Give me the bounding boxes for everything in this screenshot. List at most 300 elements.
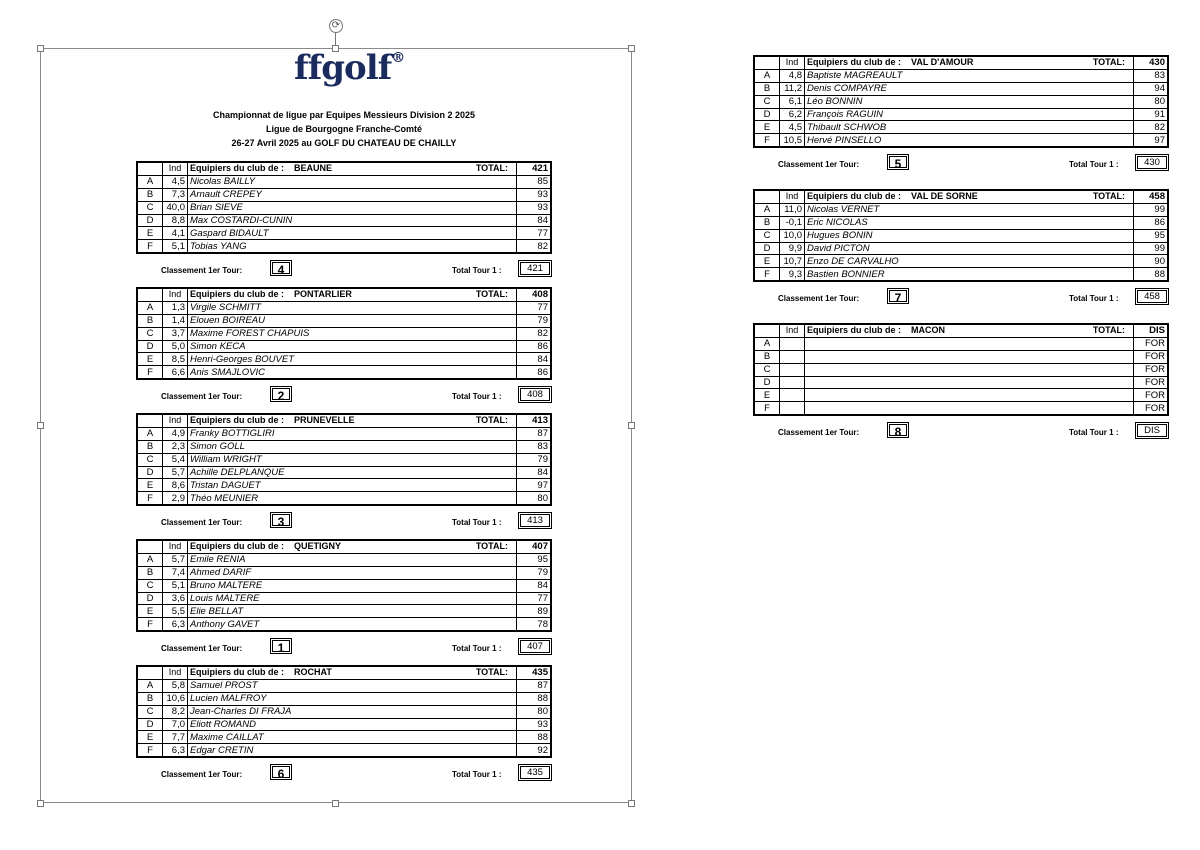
table-row — [754, 389, 1168, 402]
equipiers-label: Equipiers du club de : — [190, 541, 285, 552]
player-index: 6,3 — [163, 618, 188, 631]
table-row — [137, 705, 551, 718]
player-index — [780, 376, 805, 389]
player-name: Simon GOLL — [188, 440, 517, 453]
player-score: 77 — [517, 301, 552, 314]
roster-header-row — [137, 540, 551, 553]
player-index: 5,4 — [163, 453, 188, 466]
rank-box: 5 — [887, 154, 909, 170]
player-name: Jean-Charles DI FRAJA — [188, 705, 517, 718]
player-name: Edgar CRETIN — [188, 744, 517, 757]
player-score: 80 — [517, 705, 552, 718]
table-row — [137, 731, 551, 744]
header-letter-cell — [754, 324, 780, 337]
team-block — [136, 665, 552, 784]
player-letter: E — [137, 605, 163, 618]
header-club-cell — [805, 56, 1134, 69]
table-row — [137, 227, 551, 240]
team-roster-table — [136, 665, 552, 758]
player-index: 5,0 — [163, 340, 188, 353]
total-tour-label: Total Tour 1 : — [452, 392, 502, 402]
roster-header-row — [137, 162, 551, 175]
player-name: Ahmed DARIF — [188, 566, 517, 579]
table-row — [754, 350, 1168, 363]
table-row — [137, 592, 551, 605]
equipiers-label: Equipiers du club de : — [190, 163, 285, 174]
ffgolf-logo: ffgolf® — [294, 48, 405, 88]
player-index: 8,6 — [163, 479, 188, 492]
header-letter-cell — [137, 162, 163, 175]
player-letter: C — [754, 229, 780, 242]
total-tour-box: 407 — [518, 638, 552, 655]
player-index: 5,5 — [163, 605, 188, 618]
player-name: Eric NICOLAS — [805, 216, 1134, 229]
header-club-cell — [805, 190, 1134, 203]
total-tour-box: 435 — [518, 764, 552, 781]
player-score: 92 — [517, 744, 552, 757]
rank-box: 8 — [887, 422, 909, 438]
roster-header-row — [754, 324, 1168, 337]
table-row — [137, 553, 551, 566]
table-row — [137, 440, 551, 453]
header-ind-label: Ind — [163, 540, 188, 553]
total-tour-label: Total Tour 1 : — [452, 644, 502, 654]
player-letter: B — [137, 188, 163, 201]
header-club-inner — [807, 325, 1131, 336]
team-block — [753, 323, 1169, 442]
equipiers-label: Equipiers du club de : — [807, 325, 902, 336]
player-name: Elie BELLAT — [188, 605, 517, 618]
player-index: 4,5 — [163, 175, 188, 188]
document-subtitle: Ligue de Bourgogne Franche-Comté — [265, 124, 422, 134]
player-name: Max COSTARDI-CUNIN — [188, 214, 517, 227]
player-index: 7,0 — [163, 718, 188, 731]
player-index — [780, 389, 805, 402]
table-row — [137, 201, 551, 214]
player-index: 1,3 — [163, 301, 188, 314]
total-tour-label: Total Tour 1 : — [452, 518, 502, 528]
table-row — [137, 314, 551, 327]
table-row — [137, 679, 551, 692]
player-letter: E — [137, 479, 163, 492]
player-name — [805, 337, 1134, 350]
player-score: FOR — [1134, 337, 1169, 350]
table-row — [137, 175, 551, 188]
player-score: 78 — [517, 618, 552, 631]
classement-label: Classement 1er Tour: — [778, 428, 860, 438]
player-score: 87 — [517, 427, 552, 440]
table-row — [137, 214, 551, 227]
classement-label: Classement 1er Tour: — [161, 644, 243, 654]
player-score: 82 — [517, 240, 552, 253]
team-roster-table — [136, 539, 552, 632]
table-row — [754, 203, 1168, 216]
resize-handle-top-right[interactable] — [628, 45, 635, 52]
player-index: 4,9 — [163, 427, 188, 440]
player-letter: B — [754, 82, 780, 95]
table-row — [137, 366, 551, 379]
table-row — [754, 402, 1168, 415]
header-ind-label: Ind — [163, 288, 188, 301]
player-name: Elouen BOIREAU — [188, 314, 517, 327]
player-score: 86 — [1134, 216, 1169, 229]
total-tour-box: 408 — [518, 386, 552, 403]
player-index: 4,8 — [780, 69, 805, 82]
player-letter: D — [137, 466, 163, 479]
player-letter: E — [137, 353, 163, 366]
player-index: 8,2 — [163, 705, 188, 718]
player-score: 83 — [517, 440, 552, 453]
player-index: 4,5 — [780, 121, 805, 134]
team-block — [753, 189, 1169, 308]
player-score: FOR — [1134, 376, 1169, 389]
player-score: 87 — [517, 679, 552, 692]
table-row — [754, 108, 1168, 121]
player-index: 11,0 — [780, 203, 805, 216]
player-letter: A — [137, 679, 163, 692]
player-name: Hervé PINSELLO — [805, 134, 1134, 147]
club-name: PONTARLIER — [294, 289, 352, 300]
player-score: 99 — [1134, 242, 1169, 255]
player-letter: E — [754, 255, 780, 268]
player-name: David PICTON — [805, 242, 1134, 255]
team-summary — [753, 422, 1169, 442]
player-score: 77 — [517, 592, 552, 605]
player-index: 8,8 — [163, 214, 188, 227]
rank-box: 1 — [270, 638, 292, 654]
player-score: 82 — [517, 327, 552, 340]
player-letter: A — [137, 427, 163, 440]
player-score: 82 — [1134, 121, 1169, 134]
player-score: 84 — [517, 353, 552, 366]
document-date-venue: 26-27 Avril 2025 au GOLF DU CHATEAU DE CHAILLY — [231, 138, 457, 148]
player-index: 7,7 — [163, 731, 188, 744]
equipiers-label: Equipiers du club de : — [807, 191, 902, 202]
header-club-inner — [190, 289, 514, 300]
total-tour-box: 458 — [1135, 288, 1169, 305]
player-index — [780, 350, 805, 363]
team-summary — [753, 288, 1169, 308]
header-club-inner — [190, 541, 514, 552]
player-name: Lucien MALFROY — [188, 692, 517, 705]
player-index: 3,7 — [163, 327, 188, 340]
team-roster-table — [136, 287, 552, 380]
player-name: Samuel PROST — [188, 679, 517, 692]
player-index: 2,9 — [163, 492, 188, 505]
header-club-cell — [188, 162, 517, 175]
player-letter: F — [137, 492, 163, 505]
player-index: 10,7 — [780, 255, 805, 268]
player-name: Brian SIEVE — [188, 201, 517, 214]
header-letter-cell — [137, 540, 163, 553]
classement-label: Classement 1er Tour: — [161, 266, 243, 276]
total-label: TOTAL: — [1092, 191, 1125, 202]
table-row — [137, 327, 551, 340]
player-score: 93 — [517, 201, 552, 214]
equipiers-label: Equipiers du club de : — [190, 667, 285, 678]
player-letter: E — [137, 227, 163, 240]
table-row — [754, 82, 1168, 95]
header-club-cell — [188, 666, 517, 679]
player-name: Tristan DAGUET — [188, 479, 517, 492]
player-score: 99 — [1134, 203, 1169, 216]
player-letter: C — [137, 579, 163, 592]
player-index: 40,0 — [163, 201, 188, 214]
player-name: Hugues BONIN — [805, 229, 1134, 242]
resize-handle-bottom-right[interactable] — [628, 800, 635, 807]
roster-header-row — [754, 56, 1168, 69]
player-index: 10,0 — [780, 229, 805, 242]
player-score: 84 — [517, 214, 552, 227]
player-name: Maxime FOREST CHAPUIS — [188, 327, 517, 340]
table-row — [137, 453, 551, 466]
equipiers-label: Equipiers du club de : — [190, 289, 285, 300]
player-name: Arnault CREPEY — [188, 188, 517, 201]
table-row — [137, 605, 551, 618]
player-name: Henri-Georges BOUVET — [188, 353, 517, 366]
player-score: 94 — [1134, 82, 1169, 95]
player-letter: A — [754, 203, 780, 216]
player-index: 5,7 — [163, 553, 188, 566]
player-score: 88 — [1134, 268, 1169, 281]
team-roster-table — [753, 55, 1169, 148]
player-letter: A — [137, 301, 163, 314]
table-row — [754, 363, 1168, 376]
header-letter-cell — [137, 414, 163, 427]
team-summary — [136, 260, 552, 280]
table-row — [137, 427, 551, 440]
table-row — [137, 744, 551, 757]
resize-handle-bottom-left[interactable] — [37, 800, 44, 807]
player-name: Anthony GAVET — [188, 618, 517, 631]
player-name — [805, 402, 1134, 415]
player-score: 97 — [1134, 134, 1169, 147]
player-score: 90 — [1134, 255, 1169, 268]
player-letter: C — [754, 95, 780, 108]
club-name: QUETIGNY — [294, 541, 342, 552]
player-index — [780, 402, 805, 415]
table-row — [137, 353, 551, 366]
total-tour-box: DIS — [1135, 422, 1169, 439]
player-name: William WRIGHT — [188, 453, 517, 466]
team-summary — [136, 638, 552, 658]
player-score: FOR — [1134, 389, 1169, 402]
roster-header-row — [137, 288, 551, 301]
player-index: 6,6 — [163, 366, 188, 379]
table-row — [754, 95, 1168, 108]
player-letter: E — [137, 731, 163, 744]
resize-handle-top-left[interactable] — [37, 45, 44, 52]
player-letter: A — [754, 69, 780, 82]
player-score: 77 — [517, 227, 552, 240]
header-letter-cell — [137, 666, 163, 679]
table-row — [754, 216, 1168, 229]
team-block — [136, 539, 552, 658]
player-letter: B — [754, 350, 780, 363]
player-name: Enzo DE CARVALHO — [805, 255, 1134, 268]
total-tour-label: Total Tour 1 : — [452, 266, 502, 276]
player-score: 80 — [1134, 95, 1169, 108]
table-row — [137, 240, 551, 253]
player-name: François RAGUIN — [805, 108, 1134, 121]
player-score: 80 — [517, 492, 552, 505]
classement-label: Classement 1er Tour: — [161, 392, 243, 402]
player-name: Louis MALTERE — [188, 592, 517, 605]
total-tour-box: 421 — [518, 260, 552, 277]
player-letter: F — [137, 744, 163, 757]
player-name: Franky BOTTIGLIRI — [188, 427, 517, 440]
header-ind-label: Ind — [163, 414, 188, 427]
player-name: Nicolas BAILLY — [188, 175, 517, 188]
player-index: 9,9 — [780, 242, 805, 255]
total-tour-box: 430 — [1135, 154, 1169, 171]
player-name: Bruno MALTERE — [188, 579, 517, 592]
player-score: FOR — [1134, 350, 1169, 363]
classement-label: Classement 1er Tour: — [778, 294, 860, 304]
team-roster-table — [136, 161, 552, 254]
team-summary — [136, 386, 552, 406]
player-letter: C — [137, 201, 163, 214]
total-label: TOTAL: — [1092, 325, 1125, 336]
equipiers-label: Equipiers du club de : — [190, 415, 285, 426]
header-club-inner — [190, 415, 514, 426]
roster-header-row — [754, 190, 1168, 203]
resize-handle-right[interactable] — [628, 422, 635, 429]
player-name — [805, 389, 1134, 402]
total-tour-label: Total Tour 1 : — [1069, 160, 1119, 170]
rotate-handle-icon[interactable]: ⟳ — [329, 19, 343, 33]
team-total-value: 407 — [517, 540, 552, 553]
player-name: Virgile SCHMITT — [188, 301, 517, 314]
table-row — [137, 492, 551, 505]
header-ind-label: Ind — [163, 162, 188, 175]
player-letter: F — [754, 402, 780, 415]
player-index: 10,5 — [780, 134, 805, 147]
total-label: TOTAL: — [475, 667, 508, 678]
total-label: TOTAL: — [475, 289, 508, 300]
total-label: TOTAL: — [1092, 57, 1125, 68]
player-name: Léo BONNIN — [805, 95, 1134, 108]
player-letter: F — [754, 268, 780, 281]
table-row — [137, 188, 551, 201]
player-letter: D — [137, 592, 163, 605]
club-name: VAL DE SORNE — [911, 191, 978, 202]
header-letter-cell — [137, 288, 163, 301]
table-row — [754, 376, 1168, 389]
team-total-value: 458 — [1134, 190, 1169, 203]
player-name: Gaspard BIDAULT — [188, 227, 517, 240]
player-index: 10,6 — [163, 692, 188, 705]
player-letter: D — [754, 108, 780, 121]
table-row — [754, 255, 1168, 268]
player-name: Baptiste MAGREAULT — [805, 69, 1134, 82]
table-row — [137, 618, 551, 631]
club-name: PRUNEVELLE — [294, 415, 355, 426]
team-summary — [136, 512, 552, 532]
header-club-inner — [190, 163, 514, 174]
table-row — [137, 718, 551, 731]
player-index: 11,2 — [780, 82, 805, 95]
player-index: 3,6 — [163, 592, 188, 605]
total-label: TOTAL: — [475, 163, 508, 174]
table-row — [137, 340, 551, 353]
player-index — [780, 363, 805, 376]
player-score: 95 — [1134, 229, 1169, 242]
team-summary — [136, 764, 552, 784]
rank-box: 6 — [270, 764, 292, 780]
player-letter: A — [137, 553, 163, 566]
player-score: 84 — [517, 579, 552, 592]
player-letter: A — [137, 175, 163, 188]
total-tour-label: Total Tour 1 : — [1069, 428, 1119, 438]
player-index: 7,4 — [163, 566, 188, 579]
player-score: FOR — [1134, 363, 1169, 376]
club-name: VAL D'AMOUR — [911, 57, 974, 68]
resize-handle-bottom[interactable] — [332, 800, 339, 807]
team-total-value: 430 — [1134, 56, 1169, 69]
team-total-value: 408 — [517, 288, 552, 301]
equipiers-label: Equipiers du club de : — [807, 57, 902, 68]
resize-handle-left[interactable] — [37, 422, 44, 429]
player-letter: F — [137, 240, 163, 253]
player-index: 6,1 — [780, 95, 805, 108]
table-row — [137, 301, 551, 314]
header-letter-cell — [754, 190, 780, 203]
player-score: 91 — [1134, 108, 1169, 121]
table-row — [137, 479, 551, 492]
player-letter: D — [137, 340, 163, 353]
player-letter: E — [754, 389, 780, 402]
player-letter: A — [754, 337, 780, 350]
player-letter: F — [137, 366, 163, 379]
classement-label: Classement 1er Tour: — [161, 770, 243, 780]
total-label: TOTAL: — [475, 415, 508, 426]
document-title: Championnat de ligue par Equipes Messieurs Division 2 2025 — [212, 110, 476, 120]
player-score: 88 — [517, 692, 552, 705]
team-total-value: 421 — [517, 162, 552, 175]
player-index: 9,3 — [780, 268, 805, 281]
club-name: BEAUNE — [294, 163, 333, 174]
table-row — [754, 229, 1168, 242]
player-name — [805, 376, 1134, 389]
header-ind-label: Ind — [780, 56, 805, 69]
player-letter: D — [137, 214, 163, 227]
player-letter: C — [137, 327, 163, 340]
table-row — [137, 566, 551, 579]
player-index: 1,4 — [163, 314, 188, 327]
table-row — [137, 579, 551, 592]
header-club-cell — [188, 288, 517, 301]
team-total-value: 413 — [517, 414, 552, 427]
team-roster-table — [753, 323, 1169, 416]
header-club-cell — [805, 324, 1134, 337]
player-letter: D — [754, 376, 780, 389]
classement-label: Classement 1er Tour: — [778, 160, 860, 170]
player-score: 86 — [517, 340, 552, 353]
player-letter: F — [137, 618, 163, 631]
player-letter: C — [137, 453, 163, 466]
table-row — [137, 466, 551, 479]
club-name: ROCHAT — [294, 667, 332, 678]
player-name: Nicolas VERNET — [805, 203, 1134, 216]
header-ind-label: Ind — [163, 666, 188, 679]
total-tour-label: Total Tour 1 : — [452, 770, 502, 780]
player-letter: B — [137, 566, 163, 579]
header-club-inner — [807, 191, 1131, 202]
player-letter: C — [137, 705, 163, 718]
player-score: 79 — [517, 453, 552, 466]
rank-box: 7 — [887, 288, 909, 304]
